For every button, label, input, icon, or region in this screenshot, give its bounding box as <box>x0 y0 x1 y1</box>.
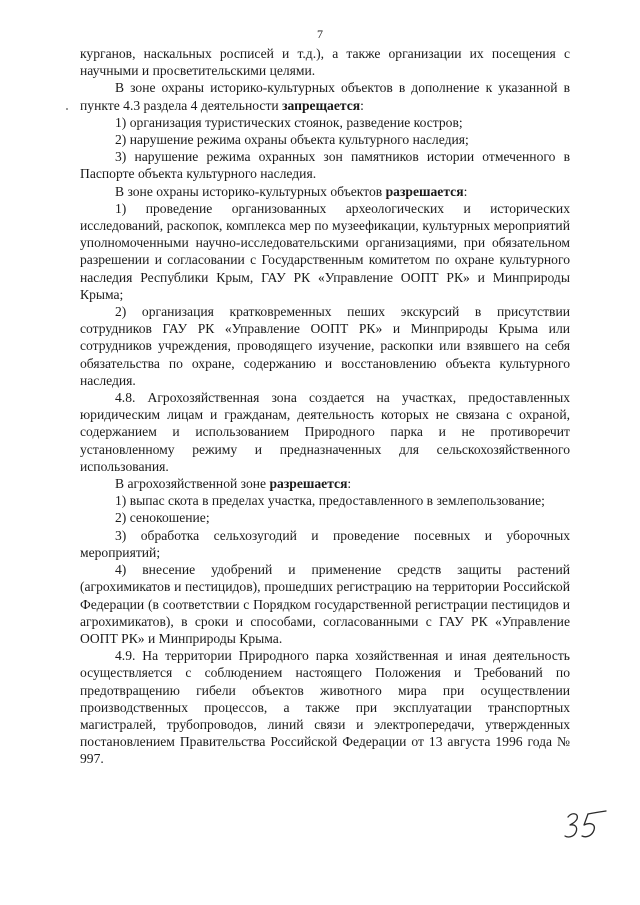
paragraph-continuation: курганов, наскальных росписей и т.д.), а также организации их посещения с научными и просветительскими целями. <box>80 46 570 79</box>
paragraph-prohibited-intro <box>80 79 570 113</box>
paragraph-text: В зоне охраны историко-культурных объектов <box>115 183 386 199</box>
list-item: 2) сенокошение; <box>115 510 210 526</box>
paragraph-allowed-intro <box>80 183 570 200</box>
handwritten-page-mark <box>562 808 612 842</box>
list-item: 1) организация туристических стоянок, разведение костров; <box>115 114 463 130</box>
keyword-allowed: разрешается <box>385 183 464 199</box>
list-item: 1) выпас скота в пределах участка, предоставленного в землепользование; <box>115 493 545 509</box>
page-number: 7 <box>317 27 323 41</box>
section-4-9: 4.9. На территории Природного парка хозяйственная и иная деятельность осуществляется с соблюдением настоящего Положения и Требований по предотвращению гибели объектов животного мира при осуществлении производственных процессов, а также при эксплуатации транспортных магистралей, трубопроводов, линий связи и электропередачи, утвержденных постановлением Правительства Российской Федерации от 13 августа 1996 года № 997. <box>80 648 570 767</box>
list-item: 4) внесение удобрений и применение средств защиты растений (агрохимикатов и пестицидов), прошедших регистрацию на территории Российской Федерации (в соответствии с Порядком государственной регистрации пестицидов и агрохимикатов), в сроки и способами, согласованными с ГАУ РК «Управление ООПТ РК» и Минприроды Крыма. <box>80 562 570 646</box>
list-item: 1) проведение организованных археологических и исторических исследований, раскопок, комплекса мер по музеефикации, культурных мероприятий уполномоченными научно-исследовательскими организациями, при обязательном разрешении и согласовании с Государственным комитетом по охране культурного наследия Республики Крым, ГАУ РК «Управление ООПТ РК» и Минприроды Крыма; <box>80 200 570 302</box>
keyword-allowed: разрешается <box>269 476 348 492</box>
paragraph-punct: : <box>360 97 364 113</box>
document-body <box>80 45 570 768</box>
paragraph-text: В зоне охраны историко-культурных объектов в дополнение к указанной в пункте 4.3 раздела 4 деятельности <box>80 80 570 113</box>
paragraph-punct: : <box>463 183 468 199</box>
paragraph-agro-intro <box>80 475 570 492</box>
list-item: 3) обработка сельхозугодий и проведение посевных и уборочных мероприятий; <box>80 527 570 560</box>
paragraph-punct: : <box>347 476 352 492</box>
paragraph-text: В агрохозяйственной зоне <box>115 476 270 492</box>
list-item: 2) нарушение режима охраны объекта культурного наследия; <box>115 132 469 148</box>
section-4-8: 4.8. Агрохозяйственная зона создается на участках, предоставленных юридическим лицам и гражданам, деятельность которых не связана с охраной, содержанием и использованием Природного парка и не противоречит установленному режиму и предназначенных для сельскохозяйственного использования. <box>80 390 570 474</box>
list-item: 3) нарушение режима охранных зон памятников истории отмеченного в Паспорте объекта культурного наследия. <box>80 149 570 182</box>
keyword-prohibited: запрещается <box>282 97 361 113</box>
list-item: 2) организация кратковременных пеших экскурсий в присутствии сотрудников ГАУ РК «Управление ООПТ РК» и Минприроды Крыма или сотрудников учреждения, проводящего изучение, раскопки или взявшего на себя обязательства по охране, содержанию и восстановлению объекта культурного наследия. <box>80 304 570 388</box>
margin-mark <box>66 108 68 110</box>
